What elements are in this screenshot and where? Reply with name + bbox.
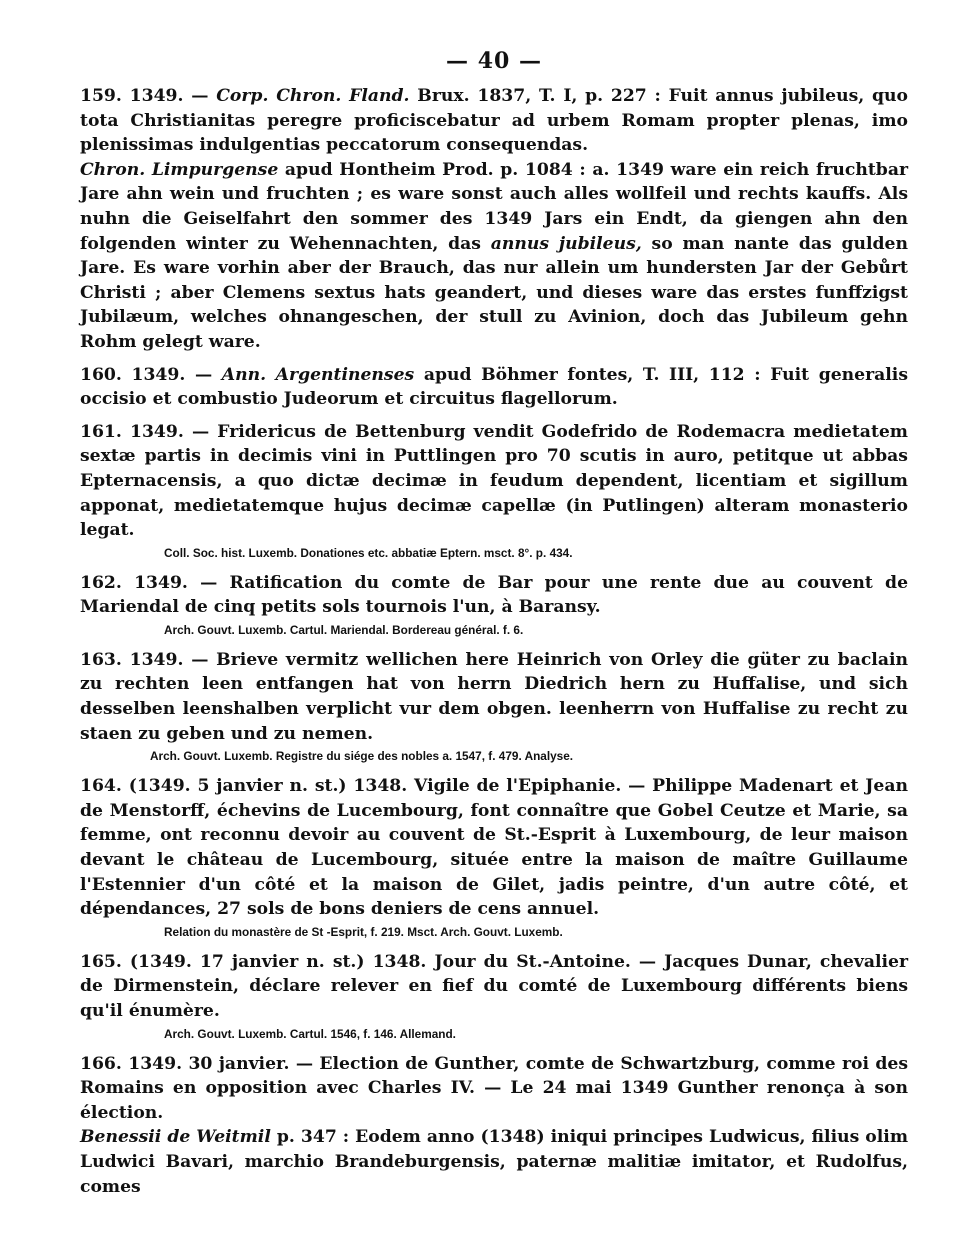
entry-166 xyxy=(80,1052,908,1126)
entry-text: 30 janvier. — Election de Gunther, comte de Schwartzburg, comme roi des Romains en opposition avec Charles IV. — Le 24 mai 1349 Gunther renonça à son élection. xyxy=(80,1053,909,1123)
entry-text: — Brieve vermitz wellichen here Heinrich von Orley die güter zu baclain zu rechten leen entfangen hat von herrn Diedrich hern zu Huffalise, und sich desselben leenshalben verplicht vur dem obgen. leenherrn von Huffalise zu recht zu staen zu geben und zu nemen. xyxy=(80,649,908,744)
entry-source-title: Corp. Chron. Fland. xyxy=(216,86,410,106)
entry-text: apud Böhmer fontes, T. III, 112 : Fuit generalis occisio et combustio Judeorum et circuitus flagellorum. xyxy=(80,364,909,410)
entry-160 xyxy=(80,363,908,412)
entry-year: 1349. xyxy=(128,1053,183,1074)
entry-162 xyxy=(80,571,908,620)
entry-year: 1349. xyxy=(129,86,184,106)
entry-number: 163. xyxy=(80,649,122,670)
entry-text: p. 347 : Eodem anno (1348) iniqui principes Ludwicus, filius olim Ludwici Bavari, marchio Brandeburgensis, paternæ malitiæ imitator, et Rudolfus, comes xyxy=(80,1127,908,1197)
entry-source-title: Benessii de Weitmil xyxy=(80,1127,271,1148)
entry-number: 162. xyxy=(80,572,122,593)
entry-165 xyxy=(80,950,908,1024)
source-citation: Arch. Gouvt. Luxemb. Registre du siége des nobles a. 1547, f. 479. Analyse. xyxy=(150,749,574,764)
source-citation: Relation du monastère de St -Esprit, f. 219. Msct. Arch. Gouvt. Luxemb. xyxy=(164,924,563,939)
entry-text: Brux. 1837, T. I, p. 227 : Fuit annus jubileus, quo tota Christianitas peregre proficiscebatur ad urbem Romam propter plenas, imo plenissimas indulgentias peccatorum consequendas. xyxy=(80,86,909,156)
entry-text: (1349. 17 janvier n. st.) 1348. Jour du St.-Antoine. — Jacques Dunar, chevalier de Dirmenstein, déclare relever en fief du comté de Luxembourg différents biens qu'il énumère. xyxy=(80,951,908,1021)
entry-number: 161. xyxy=(80,421,122,442)
entry-text: — xyxy=(185,364,222,385)
entry-164 xyxy=(80,774,908,922)
entry-159-continuation xyxy=(80,158,908,355)
entry-number: 159. xyxy=(80,86,122,106)
entry-166-continuation xyxy=(80,1125,908,1199)
source-citation: Coll. Soc. hist. Luxemb. Donationes etc. abbatiæ Eptern. msct. 8°. p. 434. xyxy=(164,545,573,560)
entry-text: — Fridericus de Bettenburg vendit Godefrido de Rodemacra medietatem sextæ partis in decimis vini in Puttlingen pro 70 scutis in auro, petitque ut abbas Epternacensis, a quo dictæ decimæ in feudum dependent, licentiam et sigillum apponat, medietatemque hujus decimæ capellæ (in Putlingen) alteram monasterio legat. xyxy=(80,421,908,541)
source-citation: Arch. Gouvt. Luxemb. Cartul. Mariendal. Bordereau général. f. 6. xyxy=(164,622,524,637)
entry-number: 164. xyxy=(80,776,122,797)
entry-year: 1349. xyxy=(129,649,184,670)
entry-text: — xyxy=(183,86,217,106)
entry-text: (1349. 5 janvier n. st.) 1348. Vigile de l'Epiphanie. — Philippe Madenart et Jean de Menstorff, échevins de Lucembourg, font connaître que Gobel Ceutze et Marie, sa femme, ont reconnu devoir au couvent de St.-Esprit à Luxembourg, de leur maison devant le château de Lucembourg, située entre la maison de maître Guillaume l'Estennier d'un côté et la maison de Gilet, jadis peintre, d'un autre côté, et dépendances, 27 sols de bons deniers de cens annuel. xyxy=(80,776,908,920)
entry-source-title: Ann. Argentinenses xyxy=(221,364,415,385)
entry-year: 1349. xyxy=(134,572,188,593)
entry-year: 1349. xyxy=(131,364,186,385)
entry-italic-phrase: annus jubileus, xyxy=(490,233,642,254)
entry-text: — Ratification du comte de Bar pour une rente due au couvent de Mariendal de cinq petits sols tournois l'un, à Baransy. xyxy=(80,572,908,618)
entry-161 xyxy=(80,420,908,543)
entry-source-title: Chron. Limpurgense xyxy=(80,159,279,180)
entry-number: 166. xyxy=(80,1053,122,1074)
entry-text: apud Hontheim Prod. p. 1084 : a. 1349 ware ein reich fruchtbar Jare ahn wein und fruchten ; es ware sonst auch alles wollfeil und rechts kauffs. Als nuhn die Geiselfahrt den sommer des 1349 Jars ein Endt, da giengen ahn den folgenden winter zu Wehennachten, das xyxy=(80,159,909,254)
page-number: — 40 — xyxy=(446,48,542,74)
entry-163 xyxy=(80,648,908,746)
source-citation: Arch. Gouvt. Luxemb. Cartul. 1546, f. 146. Allemand. xyxy=(164,1026,456,1041)
entry-text: so man nante das gulden Jare. Es ware vorhin aber der Brauch, das nur allein um hundersten Jar der Gebůrt Christi ; aber Clemens sextus hats geandert, und dieses ware das erstes funffzigst Jubilæum, welches ohnangeschen, der stull zu Avinion, doch das Jubileum gehn Rohm gelegt ware. xyxy=(80,233,908,352)
entry-number: 165. xyxy=(80,951,122,972)
entry-number: 160. xyxy=(80,364,122,385)
entry-159 xyxy=(80,84,908,158)
entry-year: 1349. xyxy=(130,421,184,442)
